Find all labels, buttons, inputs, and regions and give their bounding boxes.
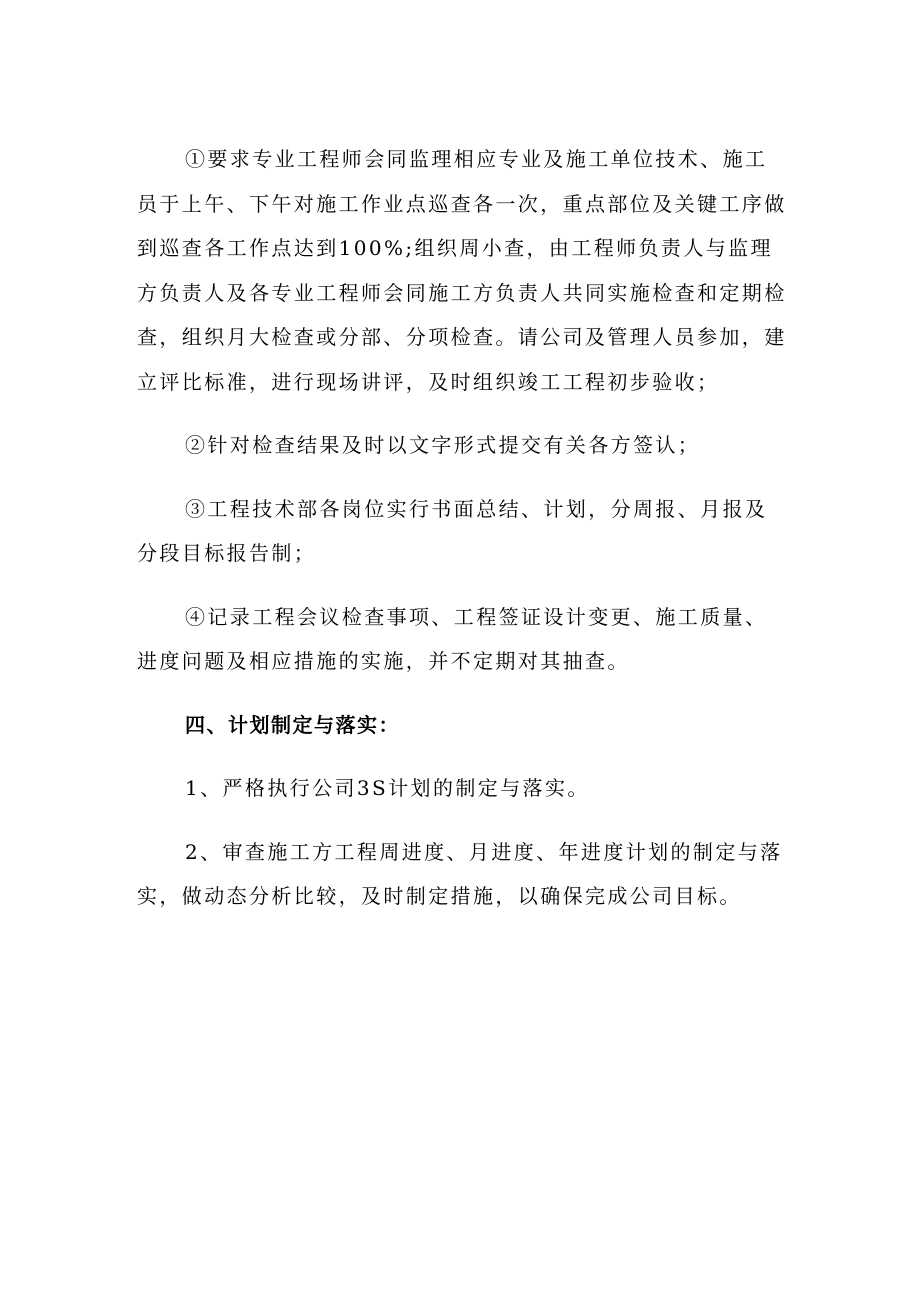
document-body [137, 137, 787, 938]
paragraph-meeting-records: ④记录工程会议检查事项、工程签证设计变更、施工质量、进度问题及相应措施的实施，并不定期对其抽查。 [137, 604, 768, 673]
paragraph-written-reports: ③工程技术部各岗位实行书面总结、计划，分周报、月报及分段目标报告制； [137, 496, 768, 565]
section-heading: 四、计划制定与落实： [185, 712, 400, 737]
plan-item-1: 1、严格执行公司3S计划的制定与落实。 [185, 776, 590, 800]
paragraph-inspection-requirements: ①要求专业工程师会同监理相应专业及施工单位技术、施工员于上午、下午对施工作业点巡查各一次，重点部位及关键工序做到巡查各工作点达到100%;组织周小查，由工程师负责人与监理方负责人及各专业工程师会同施工方负责人共同实施检查和定期检查，组织月大检查或分部、分项检查。请公司及管理人员参加，建立评比标准，进行现场讲评，及时组织竣工工程初步验收； [137, 147, 787, 394]
plan-item-2: 2、审查施工方工程周进度、月进度、年进度计划的制定与落实，做动态分析比较，及时制定措施，以确保完成公司目标。 [137, 839, 783, 908]
paragraph-inspection-results: ②针对检查结果及时以文字形式提交有关各方签认； [185, 433, 701, 457]
